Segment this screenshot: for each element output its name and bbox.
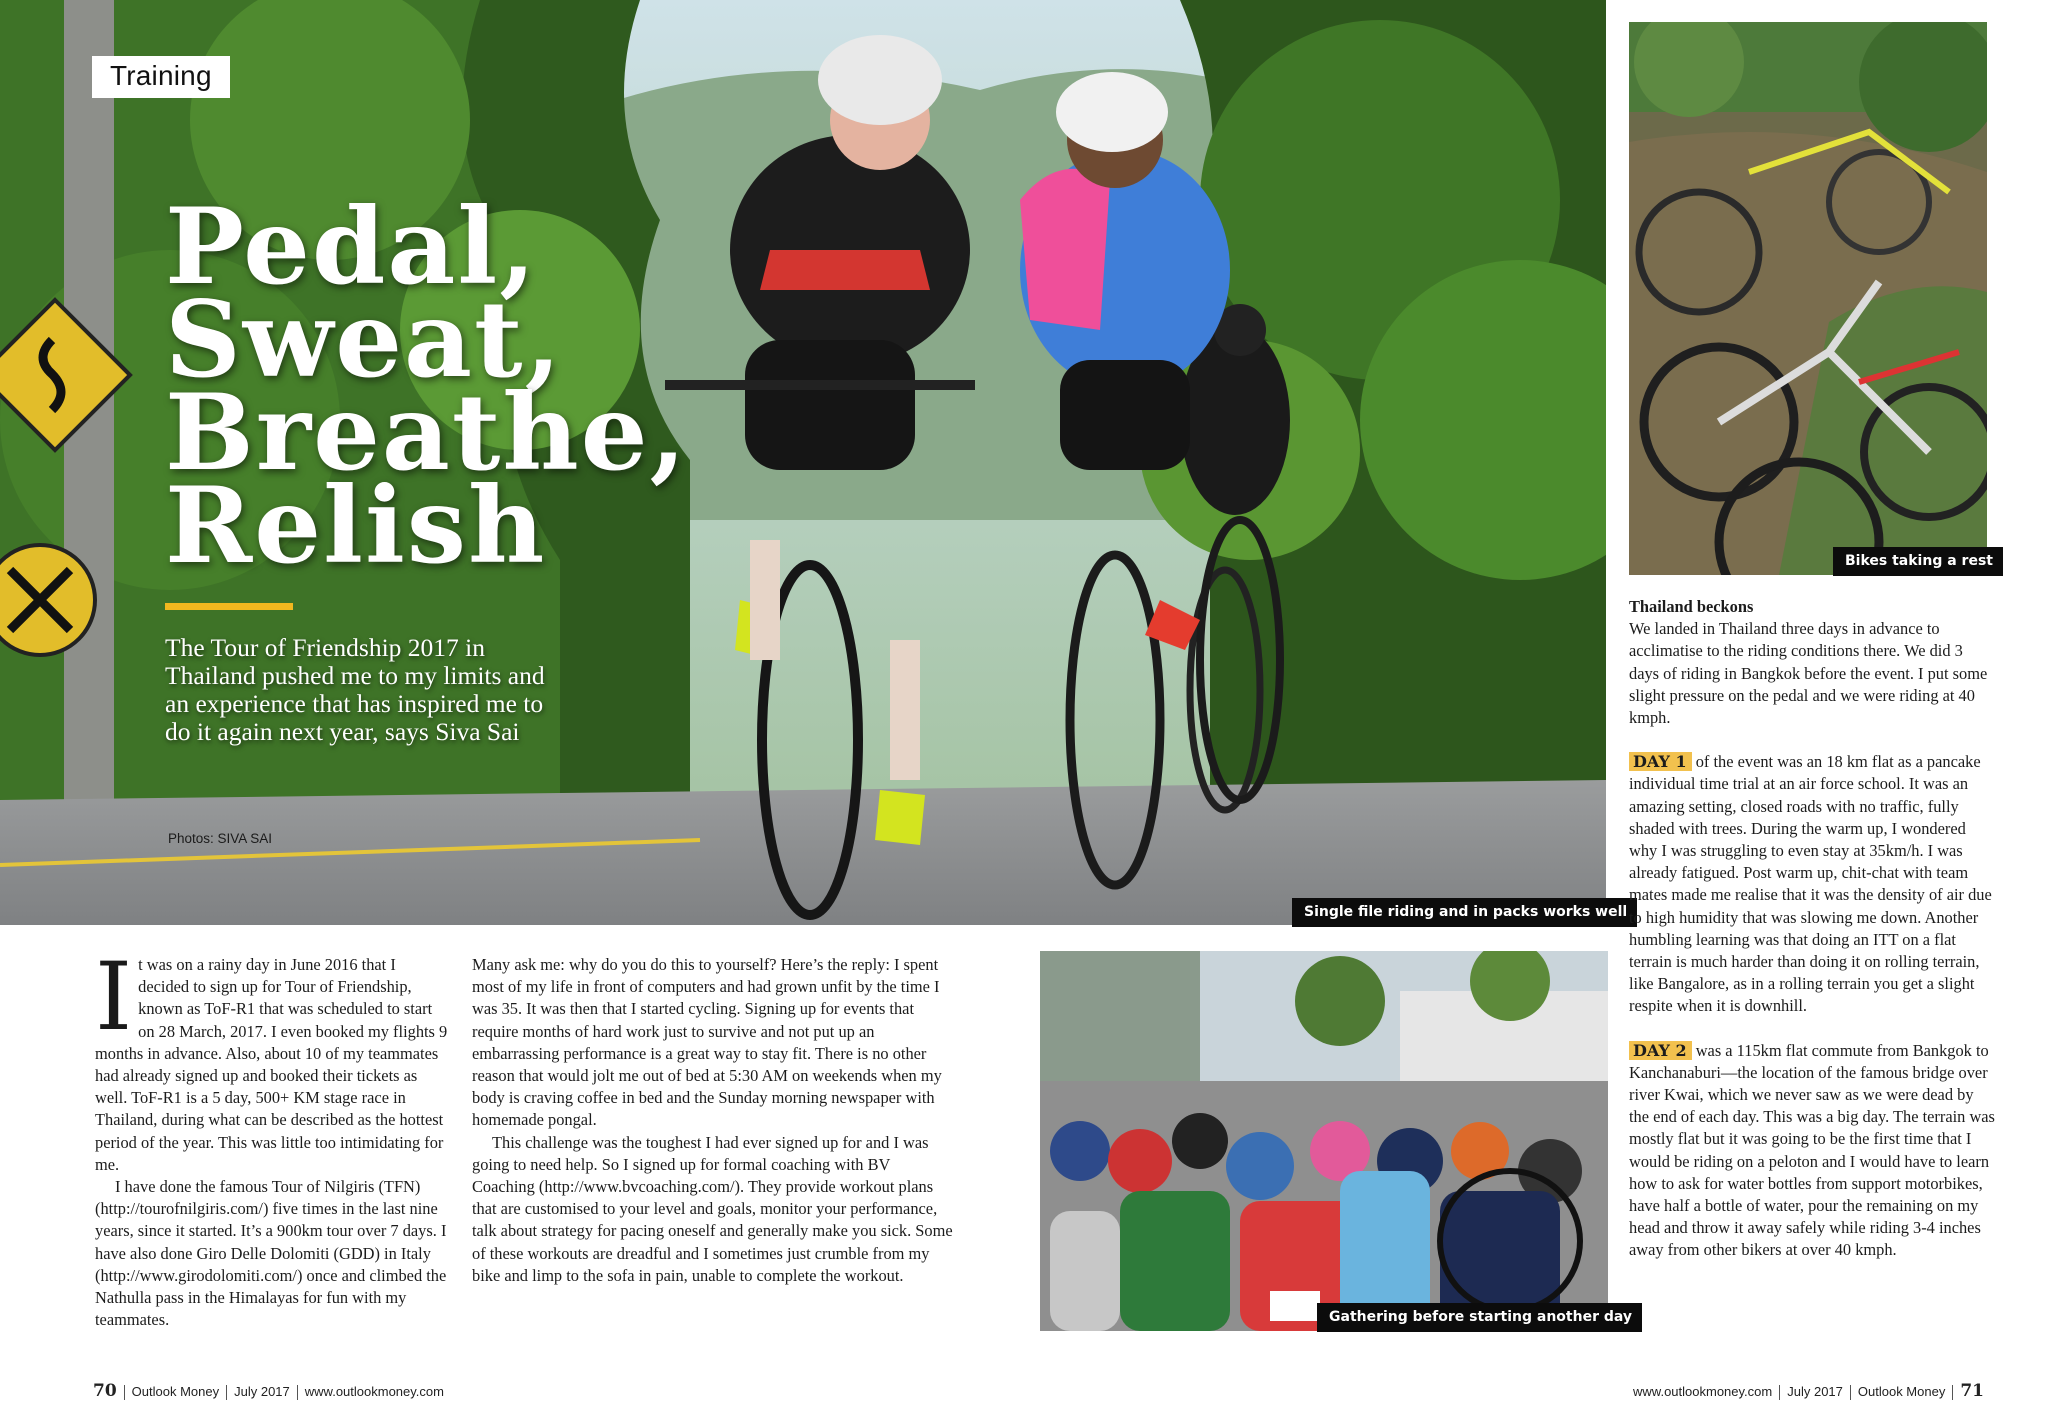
- body-column-3: [1629, 596, 1995, 1262]
- footer-left: [93, 1381, 444, 1401]
- issue-date: July 2017: [234, 1384, 290, 1399]
- bikes-photo: [1629, 22, 1987, 575]
- website: www.outlookmoney.com: [304, 1384, 444, 1399]
- headline-line: Sweat,: [165, 277, 564, 401]
- paragraph: t was on a rainy day in June 2016 that I decided to sign up for Tour of Friendship, known as ToF-R1 that was scheduled to start on 28 March, 2017. I even booked my flights 9 months in advance. Also, about 10 of my teammates had already signed up and booked their tickets as well. ToF-R1 is a 5 day, 500+ KM stage race in Thailand, during what can be described as the hottest period of the year. This was little too intimidating for me.: [95, 955, 448, 1174]
- issue-date: July 2017: [1787, 1384, 1843, 1399]
- footer-right: [1633, 1381, 1984, 1401]
- body-column-2: [472, 954, 956, 1287]
- hero-caption: Single file riding and in packs works well: [1292, 898, 1637, 927]
- accent-rule: [165, 603, 293, 610]
- section-label: Training: [92, 56, 230, 98]
- bikes-caption: Bikes taking a rest: [1833, 547, 2003, 576]
- drop-cap: I: [95, 943, 133, 1052]
- photo-credit: Photos: SIVA SAI: [168, 831, 273, 846]
- headline-line: Breathe,: [165, 370, 689, 494]
- page-number: 71: [1960, 1381, 1984, 1401]
- magazine-name: Outlook Money: [1857, 1384, 1946, 1399]
- paragraph: was a 115km flat commute from Bankgok to Kanchanaburi—the location of the famous bridge over river Kwai, which we never saw as we were dead by the end of each day. This was a big day. The terrain was mostly flat but it was going to be the first time that I would be riding on a peloton and I would have to learn how to ask for water bottles from support motorbikes, have half a bottle of water, pour the remaining on my head and throw it away safely while riding 3-4 inches away from other bikers at over 40 kmph.: [1629, 1040, 1995, 1260]
- headline: [165, 184, 689, 587]
- crowd-photo: [1040, 951, 1608, 1331]
- paragraph: We landed in Thailand three days in advance to acclimatise to the riding conditions there. We did 3 days of riding in Bangkok before the event. I put some slight pressure on the pedal and we were riding at 40 kmph.: [1629, 619, 1988, 728]
- paragraph: This challenge was the toughest I had ever signed up for and I was going to need help. So I signed up for formal coaching with BV Coaching (http://www.bvcoaching.com/). They provide workout plans that are customised to your level and goals, monitor your performance, talk about strategy for pacing oneself and generally make you sick. Some of these workouts are dreadful and I sometimes just crumble from my bike and limp to the sofa in pain, unable to complete the workout.: [472, 1132, 953, 1285]
- paragraph: Many ask me: why do you do this to yourself? Here’s the reply: I spent most of my life in front of computers and had grown unfit by the time I was 35. It was then that I started cycling. Signing up for events that require months of hard work just to survive and not put up an embarrassing performance is a great way to stay fit. There is no other reason that would jolt me out of bed at 5:30 AM on weekends when my body is craving coffee in bed and the Sunday morning newspaper with homemade pongal.: [472, 955, 942, 1130]
- paragraph: I have done the famous Tour of Nilgiris (TFN) (http://tourofnilgiris.com/) five times in the last nine years, since it started. It’s a 900km tour over 7 days. I have also done Giro Delle Dolomiti (GDD) in Italy (http://www.girodolomiti.com/) once and climbed the Nathulla pass in the Himalayas for fun with my teammates.: [95, 1177, 447, 1330]
- page-number: 70: [93, 1381, 117, 1401]
- crowd-caption: Gathering before starting another day: [1317, 1303, 1642, 1332]
- body-column-1: [95, 943, 449, 1331]
- day-highlight: DAY 2: [1629, 1041, 1692, 1060]
- standfirst: The Tour of Friendship 2017 in Thailand pushed me to my limits and an experience that has inspired me to do it again next year, says Siva Sai: [165, 633, 545, 746]
- day-highlight: DAY 1: [1629, 752, 1692, 771]
- headline-line: Relish: [165, 463, 547, 587]
- paragraph: of the event was an 18 km flat as a pancake individual time trial at an air force school. It was an amazing setting, closed roads with no traffic, fully shaded with trees. During the warm up, I wondered why I was struggling to even stay at 35km/h. I was already fatigued. Post warm up, chit-chat with team mates made me realise that it was the density of air due to high humidity that was slowing me down. Another humbling learning was that doing an ITT on a flat terrain is much harder than doing it on rolling terrain, like Bangalore, as in a rolling terrain you get a slight respite when it is downhill.: [1629, 752, 1992, 1016]
- subheading: Thailand beckons: [1629, 597, 1754, 616]
- website: www.outlookmoney.com: [1633, 1384, 1773, 1399]
- magazine-name: Outlook Money: [131, 1384, 220, 1399]
- headline-line: Pedal,: [165, 184, 538, 308]
